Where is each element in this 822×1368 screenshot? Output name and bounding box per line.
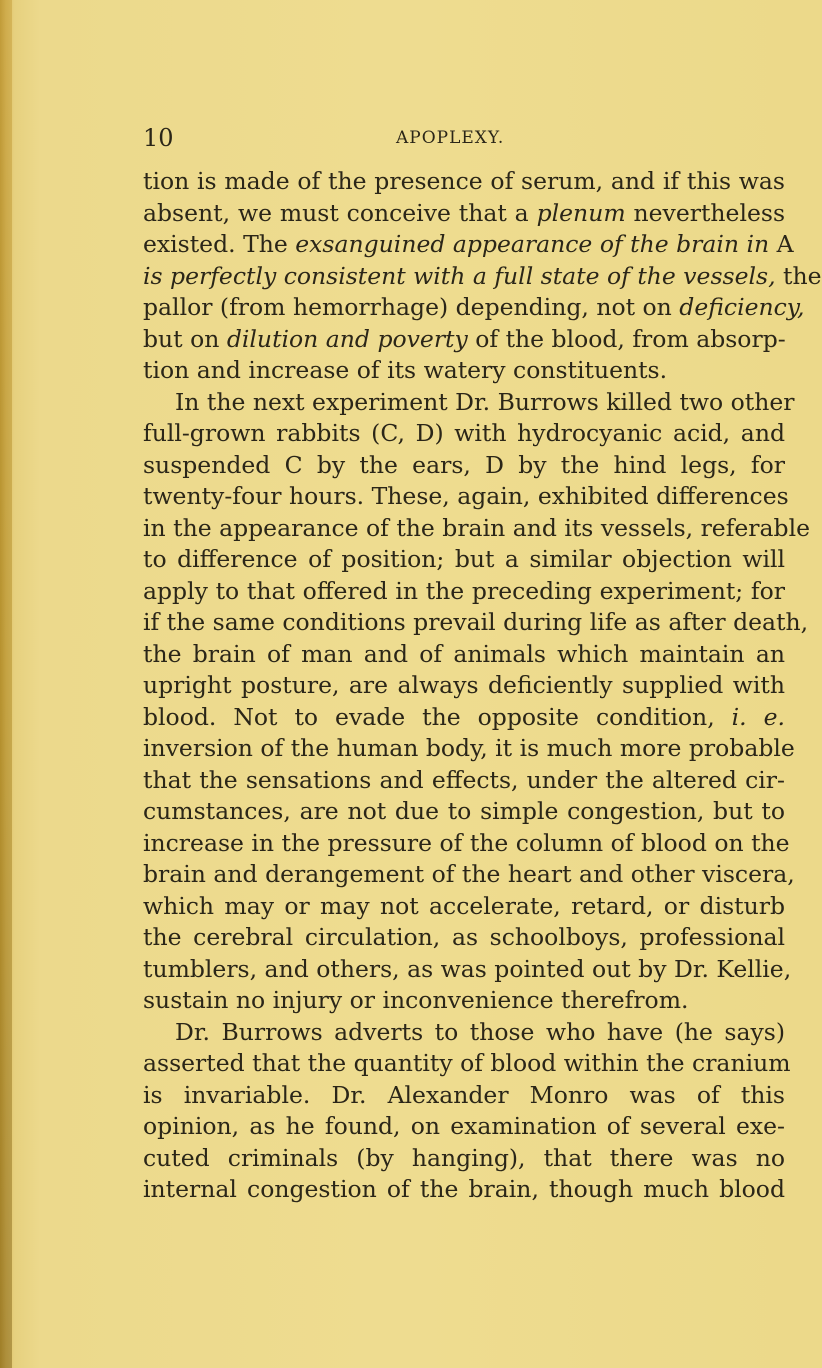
text-line <box>143 796 785 828</box>
text-line <box>143 891 785 923</box>
text-segment: is invariable. Dr. Alexander Monro was of this <box>143 1080 785 1109</box>
text-line <box>143 481 789 513</box>
text-segment: asserted that the quantity of blood within the cranium <box>143 1049 791 1077</box>
text-line <box>143 513 811 545</box>
text-segment: if the same conditions prevail during life as after death, <box>143 608 809 636</box>
italic-text: i. e. <box>731 702 786 731</box>
text-line <box>143 450 785 482</box>
text-line <box>143 1017 785 1049</box>
body-text <box>143 166 822 1206</box>
text-segment: apply to that offered in the preceding experiment; for <box>143 576 785 605</box>
text-segment: suspended C by the ears, D by the hind legs, for <box>143 450 785 479</box>
text-segment: A <box>769 230 794 258</box>
page-number: 10 <box>143 124 174 152</box>
text-segment: the <box>775 261 822 290</box>
text-line <box>143 544 785 576</box>
running-title: APOPLEXY. <box>396 128 505 148</box>
text-line <box>143 418 785 450</box>
text-line <box>143 261 822 293</box>
text-line <box>143 859 795 891</box>
text-segment: full-grown rabbits (C, D) with hydrocyanic acid, and <box>143 419 785 447</box>
text-segment: cumstances, are not due to simple congestion, but to <box>143 797 785 825</box>
text-line <box>143 922 785 954</box>
text-segment: opinion, as he found, on examination of several exe- <box>143 1112 785 1140</box>
text-segment: existed. The <box>143 230 296 258</box>
text-segment: to difference of position; but a similar objection will <box>143 545 785 573</box>
text-line <box>143 702 785 734</box>
text-segment: Dr. Burrows adverts to those who have (he says) <box>175 1017 785 1046</box>
text-segment: in the appearance of the brain and its vessels, referable <box>143 513 811 542</box>
italic-text: dilution and poverty <box>226 324 468 353</box>
text-line <box>143 985 785 1017</box>
text-segment: In the next experiment Dr. Burrows killed two other <box>175 387 795 416</box>
text-segment: increase in the pressure of the column of blood on the <box>143 828 790 857</box>
text-line <box>143 765 785 797</box>
italic-text: exsanguined appearance of the brain in <box>295 230 770 258</box>
text-line <box>143 198 785 230</box>
text-segment: cuted criminals (by hanging), that there was no <box>143 1143 785 1172</box>
text-segment: which may or may not accelerate, retard, or disturb <box>143 891 785 920</box>
text-segment: upright posture, are always deficiently supplied with <box>143 671 785 699</box>
text-line <box>143 1111 785 1143</box>
text-segment: tion is made of the presence of serum, and if this was <box>143 167 785 195</box>
text-segment: the brain of man and of animals which maintain an <box>143 639 785 668</box>
text-line <box>143 954 792 986</box>
page-header <box>143 124 785 158</box>
text-segment: blood. Not to evade the opposite condition, <box>143 702 732 731</box>
text-segment: absent, we must conceive that a <box>143 198 537 227</box>
text-line <box>143 1080 785 1112</box>
text-line <box>143 229 794 261</box>
text-line <box>143 324 785 356</box>
text-line <box>143 355 785 387</box>
text-line <box>143 292 805 324</box>
italic-text: is perfectly consistent with a full state of the vessels, <box>143 261 776 290</box>
text-segment: but on <box>143 324 227 353</box>
italic-text: deficiency, <box>679 293 805 321</box>
text-segment: of the blood, from absorp- <box>467 324 786 353</box>
text-segment: sustain no injury or inconvenience therefrom. <box>143 986 689 1014</box>
text-line <box>143 733 795 765</box>
text-segment: pallor (from hemorrhage) depending, not on <box>143 293 680 321</box>
text-segment: brain and derangement of the heart and other viscera, <box>143 860 795 888</box>
text-line <box>143 670 785 702</box>
text-segment: that the sensations and effects, under the altered cir- <box>143 765 785 794</box>
text-line <box>143 639 785 671</box>
text-line <box>143 387 795 419</box>
page-binding-edge <box>0 0 12 1368</box>
text-line <box>143 166 785 198</box>
text-line <box>143 607 809 639</box>
text-segment: twenty-four hours. These, again, exhibited differences <box>143 482 789 510</box>
text-segment: tion and increase of its watery constituents. <box>143 356 668 384</box>
text-segment: internal congestion of the brain, though much blood <box>143 1175 785 1203</box>
text-line <box>143 1048 791 1080</box>
text-segment: tumblers, and others, as was pointed out by Dr. Kellie, <box>143 954 792 983</box>
text-segment: the cerebral circulation, as schoolboys, professional <box>143 923 785 951</box>
text-line <box>143 1174 785 1206</box>
text-line <box>143 828 790 860</box>
text-line <box>143 1143 785 1175</box>
text-line <box>143 576 785 608</box>
text-segment: inversion of the human body, it is much more probable <box>143 734 795 762</box>
italic-text: plenum <box>536 198 626 227</box>
text-segment: nevertheless <box>625 198 785 227</box>
